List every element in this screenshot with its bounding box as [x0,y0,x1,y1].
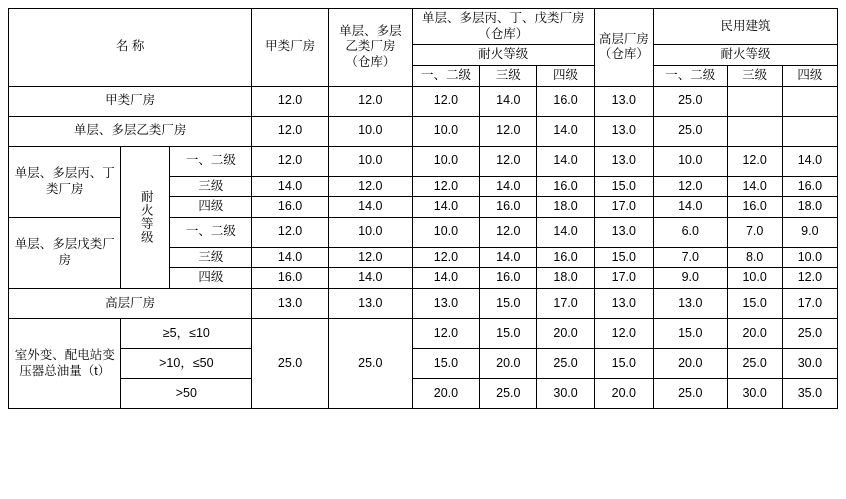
cell-bing-1: 10.0 [412,116,479,146]
cell-gao: 15.0 [594,247,653,268]
cell-yi: 10.0 [328,217,412,247]
row-sublabel: 三级 [170,176,252,197]
cell-bing-3: 14.0 [537,116,594,146]
cell-bing-1: 12.0 [412,176,479,197]
row-sublabel: >50 [121,379,252,409]
row-group-label-wu: 单层、多层戊类厂房 [9,217,121,288]
cell-gao: 20.0 [594,379,653,409]
cell-gao: 15.0 [594,176,653,197]
cell-bing-3: 16.0 [537,86,594,116]
row-sublabel: 四级 [170,268,252,289]
row-group-label-transformer: 室外变、配电站变压器总油量（t） [9,319,121,409]
cell-min-2: 12.0 [727,146,782,176]
cell-bing-3: 20.0 [537,319,594,349]
cell-jia: 13.0 [252,289,329,319]
cell-min-1: 7.0 [653,247,727,268]
cell-jia: 12.0 [252,146,329,176]
cell-bing-1: 20.0 [412,379,479,409]
cell-min-2: 7.0 [727,217,782,247]
cell-bing-1: 12.0 [412,247,479,268]
cell-bing-3: 18.0 [537,197,594,218]
header-row-1 [9,9,838,45]
cell-min-2: 20.0 [727,319,782,349]
cell-gao: 13.0 [594,116,653,146]
cell-jia: 25.0 [252,319,329,409]
cell-min-3: 9.0 [782,217,837,247]
cell-gao: 15.0 [594,349,653,379]
table-header [9,9,838,87]
cell-gao: 13.0 [594,86,653,116]
row-label: 高层厂房 [9,289,252,319]
cell-min-3: 14.0 [782,146,837,176]
cell-bing-1: 10.0 [412,146,479,176]
cell-min-2: 14.0 [727,176,782,197]
header-rating-min-1: 一、二级 [653,65,727,86]
cell-bing-3: 25.0 [537,349,594,379]
cell-min-1: 15.0 [653,319,727,349]
header-rating-min-3: 四级 [782,65,837,86]
cell-min-3: 10.0 [782,247,837,268]
table-row [9,289,838,319]
cell-jia: 12.0 [252,86,329,116]
cell-min-3: 16.0 [782,176,837,197]
cell-yi: 10.0 [328,116,412,146]
cell-bing-2: 25.0 [480,379,537,409]
table-row [9,86,838,116]
row-label: 单层、多层乙类厂房 [9,116,252,146]
header-name: 名 称 [9,9,252,87]
cell-min-1: 13.0 [653,289,727,319]
cell-gao: 12.0 [594,319,653,349]
cell-min-1: 25.0 [653,86,727,116]
row-label: 甲类厂房 [9,86,252,116]
row-sublabel: 一、二级 [170,146,252,176]
cell-bing-2: 12.0 [480,116,537,146]
cell-min-2: 30.0 [727,379,782,409]
cell-min-3: 18.0 [782,197,837,218]
cell-min-3: 30.0 [782,349,837,379]
cell-gao: 17.0 [594,268,653,289]
cell-min-1: 6.0 [653,217,727,247]
cell-gao: 17.0 [594,197,653,218]
cell-jia: 12.0 [252,217,329,247]
cell-min-1: 12.0 [653,176,727,197]
cell-min-1: 20.0 [653,349,727,379]
row-sublabel: >10，≤50 [121,349,252,379]
cell-min-2 [727,86,782,116]
cell-bing-2: 14.0 [480,176,537,197]
header-rating-bing-2: 三级 [480,65,537,86]
header-col-yi: 单层、多层乙类厂房（仓库） [328,9,412,87]
cell-min-3: 12.0 [782,268,837,289]
row-sublabel: ≥5，≤10 [121,319,252,349]
cell-bing-1: 14.0 [412,268,479,289]
cell-bing-3: 14.0 [537,146,594,176]
table-row [9,319,838,349]
cell-jia: 14.0 [252,176,329,197]
cell-bing-2: 14.0 [480,247,537,268]
cell-min-1: 25.0 [653,379,727,409]
cell-bing-2: 14.0 [480,86,537,116]
cell-jia: 16.0 [252,197,329,218]
cell-bing-2: 15.0 [480,289,537,319]
cell-min-3 [782,86,837,116]
cell-bing-2: 15.0 [480,319,537,349]
cell-yi: 12.0 [328,176,412,197]
cell-bing-2: 12.0 [480,146,537,176]
cell-min-2: 8.0 [727,247,782,268]
cell-bing-3: 16.0 [537,247,594,268]
cell-min-2: 10.0 [727,268,782,289]
cell-min-1: 14.0 [653,197,727,218]
cell-min-3: 25.0 [782,319,837,349]
cell-min-1: 25.0 [653,116,727,146]
cell-bing-1: 13.0 [412,289,479,319]
cell-yi: 10.0 [328,146,412,176]
cell-yi: 12.0 [328,247,412,268]
cell-min-3: 35.0 [782,379,837,409]
header-fire-rating-bing: 耐火等级 [412,45,594,66]
header-rating-min-2: 三级 [727,65,782,86]
header-rating-bing-1: 一、二级 [412,65,479,86]
cell-bing-1: 12.0 [412,86,479,116]
table-row [9,349,838,379]
cell-min-1: 9.0 [653,268,727,289]
table-row [9,379,838,409]
cell-yi: 14.0 [328,197,412,218]
header-col-jia: 甲类厂房 [252,9,329,87]
cell-bing-2: 16.0 [480,268,537,289]
cell-yi: 25.0 [328,319,412,409]
cell-bing-1: 14.0 [412,197,479,218]
cell-gao: 13.0 [594,146,653,176]
cell-yi: 13.0 [328,289,412,319]
fire-separation-distance-table [8,8,838,409]
cell-min-2: 16.0 [727,197,782,218]
table-row [9,146,838,176]
header-col-gaoceng: 高层厂房（仓库） [594,9,653,87]
table-row [9,116,838,146]
row-sublabel: 三级 [170,247,252,268]
cell-bing-3: 16.0 [537,176,594,197]
cell-yi: 14.0 [328,268,412,289]
row-group-label-bingding: 单层、多层丙、丁类厂房 [9,146,121,217]
cell-bing-2: 20.0 [480,349,537,379]
cell-bing-1: 12.0 [412,319,479,349]
cell-bing-3: 17.0 [537,289,594,319]
cell-min-2 [727,116,782,146]
cell-bing-2: 16.0 [480,197,537,218]
cell-bing-3: 30.0 [537,379,594,409]
cell-bing-1: 15.0 [412,349,479,379]
cell-gao: 13.0 [594,217,653,247]
cell-min-2: 15.0 [727,289,782,319]
row-group-label-naihuo: 耐火等级 [121,146,170,289]
table-body [9,86,838,409]
cell-bing-3: 14.0 [537,217,594,247]
cell-min-3 [782,116,837,146]
cell-min-3: 17.0 [782,289,837,319]
header-col-minyong: 民用建筑 [653,9,837,45]
header-rating-bing-3: 四级 [537,65,594,86]
cell-min-1: 10.0 [653,146,727,176]
cell-min-2: 25.0 [727,349,782,379]
row-sublabel: 四级 [170,197,252,218]
cell-yi: 12.0 [328,86,412,116]
cell-bing-3: 18.0 [537,268,594,289]
cell-jia: 12.0 [252,116,329,146]
cell-gao: 13.0 [594,289,653,319]
cell-bing-1: 10.0 [412,217,479,247]
header-fire-rating-min: 耐火等级 [653,45,837,66]
header-col-bing: 单层、多层丙、丁、戊类厂房（仓库） [412,9,594,45]
cell-jia: 16.0 [252,268,329,289]
row-sublabel: 一、二级 [170,217,252,247]
cell-bing-2: 12.0 [480,217,537,247]
cell-jia: 14.0 [252,247,329,268]
